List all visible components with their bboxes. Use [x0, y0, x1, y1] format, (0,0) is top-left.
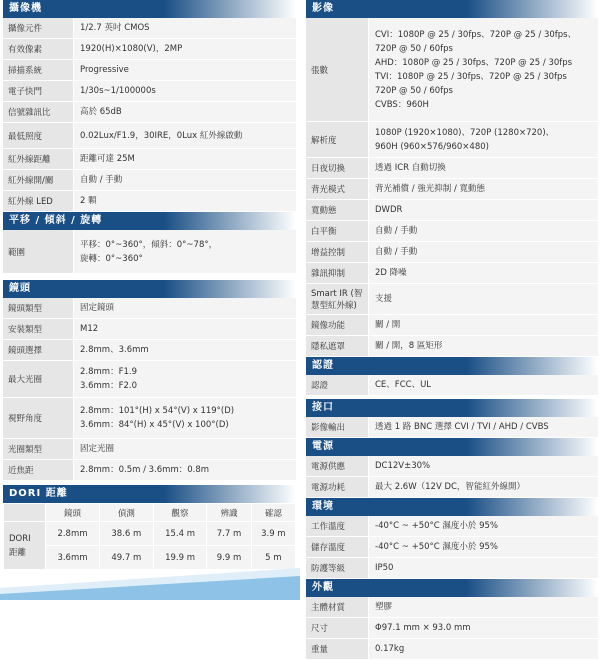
spec-value: [73, 191, 296, 211]
spec-row: [306, 242, 598, 263]
spec-value: [368, 122, 598, 157]
spec-value-line: TVI：1080P @ 25 / 30fps、720P @ 25 / 30fps: [375, 71, 567, 82]
spec-value-line: CVBS：960H: [375, 99, 429, 110]
spec-value-line: 最大 2.6W（12V DC，智能紅外線開）: [375, 482, 525, 492]
spec-row: [306, 456, 598, 477]
spec-row: [306, 200, 598, 221]
spec-key: 鏡像功能: [306, 315, 368, 335]
spec-key: 隱私遮罩: [306, 336, 368, 356]
section-env-title: 環境: [306, 498, 598, 516]
spec-row: [3, 340, 296, 361]
spec-key: 電源功耗: [306, 477, 368, 497]
spec-row: [3, 439, 296, 460]
spec-key: 電源供應: [306, 456, 368, 476]
spec-value-line: -40°C ~ +50°C 濕度小於 95%: [375, 542, 499, 552]
spec-key: 近焦距: [3, 460, 73, 480]
spec-row: [306, 597, 598, 618]
spec-key: 電子快門: [3, 81, 73, 101]
spec-value-line: 720P @ 50 / 60fps: [375, 43, 453, 54]
spec-value-line: 支援: [375, 294, 393, 304]
spec-value: [368, 477, 598, 497]
spec-value-line: 720P @ 50 / 60fps: [375, 85, 453, 96]
spec-key: 工作溫度: [306, 516, 368, 536]
spec-row: [3, 361, 296, 398]
spec-row: [306, 18, 598, 122]
section-pan-title: 平移 / 傾斜 / 旋轉: [3, 212, 296, 230]
spec-value: [73, 123, 296, 148]
spec-value-line: 透過 1 路 BNC 選擇 CVI / TVI / AHD / CVBS: [375, 422, 549, 432]
spec-value-line: CVI：1080P @ 25 / 30fps、720P @ 25 / 30fps、: [375, 29, 577, 40]
spec-value: [73, 149, 296, 169]
spec-value: [368, 179, 598, 199]
spec-key: 儲存溫度: [306, 537, 368, 557]
spec-row: [3, 123, 296, 149]
spec-value: [368, 200, 598, 220]
spec-key: 紅外線距離: [3, 149, 73, 169]
dori-cell: 19.9 m: [153, 546, 207, 570]
spec-row: [306, 417, 598, 438]
dori-header-cell: 鏡頭: [46, 504, 100, 522]
spec-row: [3, 170, 296, 191]
spec-row: [306, 179, 598, 200]
dori-row: [4, 522, 296, 546]
spec-value-line: 1/2.7 英吋 CMOS: [80, 23, 150, 33]
spec-row: [306, 263, 598, 284]
spec-key: 增益控制: [306, 242, 368, 262]
spec-value-line: M12: [80, 324, 99, 334]
spec-value-line: 1080P (1920×1080)、720P (1280×720)、: [375, 127, 555, 138]
spec-value-line: 2D 降噪: [375, 268, 407, 278]
spec-key: 有效像素: [3, 39, 73, 59]
left-column: [3, 0, 296, 570]
dori-header-cell: 偵測: [99, 504, 153, 522]
dori-row-label: DORI 距離: [4, 522, 46, 570]
spec-value: [368, 456, 598, 476]
power-spec-rows: [306, 456, 598, 498]
spec-row: [306, 375, 598, 396]
spec-value-line: 關 / 開: [375, 320, 401, 330]
dori-cell: 2.8mm: [46, 522, 100, 546]
spec-value-line: 0.17kg: [375, 644, 405, 654]
spec-value: [73, 60, 296, 80]
spec-key: 範圍: [3, 230, 73, 273]
spec-key: 攝像元件: [3, 18, 73, 38]
spec-value: [73, 39, 296, 59]
spec-row: [3, 460, 296, 481]
spec-value-line: 自動 / 手動: [80, 175, 123, 185]
spec-key: 紅外線 LED: [3, 191, 73, 211]
spec-value-line: 3.6mm：84°(H) x 45°(V) x 100°(D): [80, 420, 229, 430]
dori-header-row: [4, 504, 296, 522]
dori-cell: 3.6mm: [46, 546, 100, 570]
spec-key: 日夜切換: [306, 158, 368, 178]
spec-value: [368, 315, 598, 335]
spec-row: [306, 122, 598, 158]
section-camera-title: 攝像機: [3, 0, 296, 18]
spec-row: [306, 158, 598, 179]
dori-header-cell: 觀察: [153, 504, 207, 522]
spec-key: 重量: [306, 639, 368, 659]
spec-value: [73, 81, 296, 101]
spec-row: [3, 60, 296, 81]
dori-cell: 5 m: [251, 546, 295, 570]
spec-value-line: 透過 ICR 自動切換: [375, 163, 446, 173]
dori-cell: 7.7 m: [207, 522, 251, 546]
dori-corner-cell: [4, 504, 46, 522]
spec-value-line: Φ97.1 mm × 93.0 mm: [375, 623, 471, 633]
spec-value: [368, 417, 598, 437]
spec-value-line: 背光補償 / 強光抑制 / 寬動態: [375, 184, 486, 194]
spec-key: 最低照度: [3, 123, 73, 148]
spec-value-line: 960H (960×576/960×480): [375, 141, 489, 152]
spec-key: 寬動態: [306, 200, 368, 220]
section-dori-title: DORI 距離: [3, 485, 296, 503]
pan-spec-rows: [3, 230, 296, 274]
spec-key: Smart IR (智慧型紅外線): [306, 284, 368, 314]
dori-header-cell: 辨識: [207, 504, 251, 522]
spec-value-line: 固定光圈: [80, 444, 115, 454]
spec-row: [306, 315, 598, 336]
spec-value-line: DC12V±30%: [375, 461, 431, 471]
section-video-title: 影像: [306, 0, 598, 18]
spec-key: 視野角度: [3, 398, 73, 438]
spec-row: [306, 477, 598, 498]
ports-spec-rows: [306, 417, 598, 438]
spec-value-line: Progressive: [80, 65, 129, 75]
spec-key: 最大光圈: [3, 361, 73, 397]
right-column: [306, 0, 598, 660]
spec-row: [306, 639, 598, 660]
spec-value: [73, 398, 296, 438]
spec-key: 張數: [306, 18, 368, 121]
spec-key: 掃描系統: [3, 60, 73, 80]
spec-value: [368, 618, 598, 638]
spec-value: [73, 460, 296, 480]
spec-row: [306, 221, 598, 242]
decorative-wave-band: [0, 560, 300, 600]
spec-row: [306, 558, 598, 579]
spec-row: [3, 149, 296, 170]
spec-row: [3, 319, 296, 340]
dori-header-cell: 確認: [251, 504, 295, 522]
spec-value-line: 自動 / 手動: [375, 226, 418, 236]
spec-value-line: 高於 65dB: [80, 107, 122, 117]
spec-value-line: DWDR: [375, 205, 403, 215]
spec-key: 鏡頭類型: [3, 298, 73, 318]
spec-key: 白平衡: [306, 221, 368, 241]
spec-value-line: -40°C ~ +50°C 濕度小於 95%: [375, 521, 499, 531]
spec-value: [368, 336, 598, 356]
spec-key: 背光模式: [306, 179, 368, 199]
spec-value-line: 2 顆: [80, 196, 97, 206]
lens-spec-rows: [3, 298, 296, 481]
spec-row: [3, 39, 296, 60]
spec-key: 影像輸出: [306, 417, 368, 437]
spec-key: 光圈類型: [3, 439, 73, 459]
spec-value-line: 2.8mm：0.5m / 3.6mm：0.8m: [80, 465, 210, 475]
spec-value: [73, 361, 296, 397]
camera-spec-rows: [3, 18, 296, 212]
spec-row: [3, 102, 296, 123]
spec-value: [368, 558, 598, 578]
spec-row: [306, 618, 598, 639]
spec-value-line: 0.02Lux/F1.9，30IRE，0Lux 紅外線啟動: [80, 130, 243, 141]
spec-value: [368, 242, 598, 262]
spec-value: [73, 18, 296, 38]
spec-value: [73, 439, 296, 459]
spec-key: 雜訊抑制: [306, 263, 368, 283]
spec-value: [368, 263, 598, 283]
dori-cell: 49.7 m: [99, 546, 153, 570]
spec-value-line: 關 / 開，8 區矩形: [375, 341, 443, 351]
dori-cell: 15.4 m: [153, 522, 207, 546]
env-spec-rows: [306, 516, 598, 579]
spec-value-line: 2.8mm：101°(H) x 54°(V) x 119°(D): [80, 406, 235, 416]
spec-value: [73, 170, 296, 190]
spec-value: [368, 158, 598, 178]
dori-cell: 38.6 m: [99, 522, 153, 546]
spec-value-line: CE、FCC、UL: [375, 380, 432, 390]
spec-value-line: 距離可達 25M: [80, 154, 135, 164]
spec-key: 解析度: [306, 122, 368, 157]
spec-key: 防護等級: [306, 558, 368, 578]
spec-value-line: 2.8mm、3.6mm: [80, 345, 149, 355]
spec-value-line: 3.6mm：F2.0: [80, 381, 137, 391]
spec-value: [368, 18, 598, 121]
spec-value-line: 平移：0°~360°，傾斜：0°~78°，: [80, 239, 218, 250]
spec-value: [368, 221, 598, 241]
section-cert-title: 認證: [306, 357, 598, 375]
cert-spec-rows: [306, 375, 598, 396]
spec-value: [368, 516, 598, 536]
spec-key: 紅外線開/關: [3, 170, 73, 190]
spec-value-line: 1920(H)×1080(V)，2MP: [80, 44, 183, 54]
spec-value: [368, 597, 598, 617]
spec-value: [368, 284, 598, 314]
spec-key: 安裝類型: [3, 319, 73, 339]
spec-value-line: 固定鏡頭: [80, 303, 115, 313]
spec-row: [306, 516, 598, 537]
spec-value: [368, 375, 598, 395]
spec-key: 鏡頭選擇: [3, 340, 73, 360]
body-spec-rows: [306, 597, 598, 660]
spec-value-line: 2.8mm：F1.9: [80, 367, 137, 377]
spec-value-line: 自動 / 手動: [375, 247, 418, 257]
spec-value-line: 旋轉：0°~360°: [80, 253, 143, 264]
spec-row: [3, 398, 296, 439]
spec-value: [73, 230, 296, 273]
spec-row: [3, 298, 296, 319]
spec-value: [368, 639, 598, 659]
spec-value: [73, 298, 296, 318]
section-body-title: 外觀: [306, 579, 598, 597]
spec-key: 尺寸: [306, 618, 368, 638]
spec-key: 認證: [306, 375, 368, 395]
spec-row: [306, 336, 598, 357]
spec-value: [73, 319, 296, 339]
spec-value-line: IP50: [375, 563, 394, 573]
spec-row: [3, 81, 296, 102]
dori-cell: 3.9 m: [251, 522, 295, 546]
spec-row: [306, 537, 598, 558]
spec-value-line: 塑膠: [375, 602, 393, 612]
spec-row: [3, 230, 296, 274]
spec-key: 主體材質: [306, 597, 368, 617]
section-power-title: 電源: [306, 438, 598, 456]
spec-value: [73, 340, 296, 360]
spec-row: [3, 18, 296, 39]
video-spec-rows: [306, 18, 598, 357]
spec-row: [306, 284, 598, 315]
section-ports-title: 接口: [306, 399, 598, 417]
spec-value-line: 1/30s~1/100000s: [80, 86, 156, 96]
dori-cell: 9.9 m: [207, 546, 251, 570]
spec-row: [3, 191, 296, 212]
spec-value: [73, 102, 296, 122]
spec-value-line: AHD：1080P @ 25 / 30fps、720P @ 25 / 30fps: [375, 57, 573, 68]
section-lens-title: 鏡頭: [3, 280, 296, 298]
spec-key: 信號雜訊比: [3, 102, 73, 122]
spec-value: [368, 537, 598, 557]
